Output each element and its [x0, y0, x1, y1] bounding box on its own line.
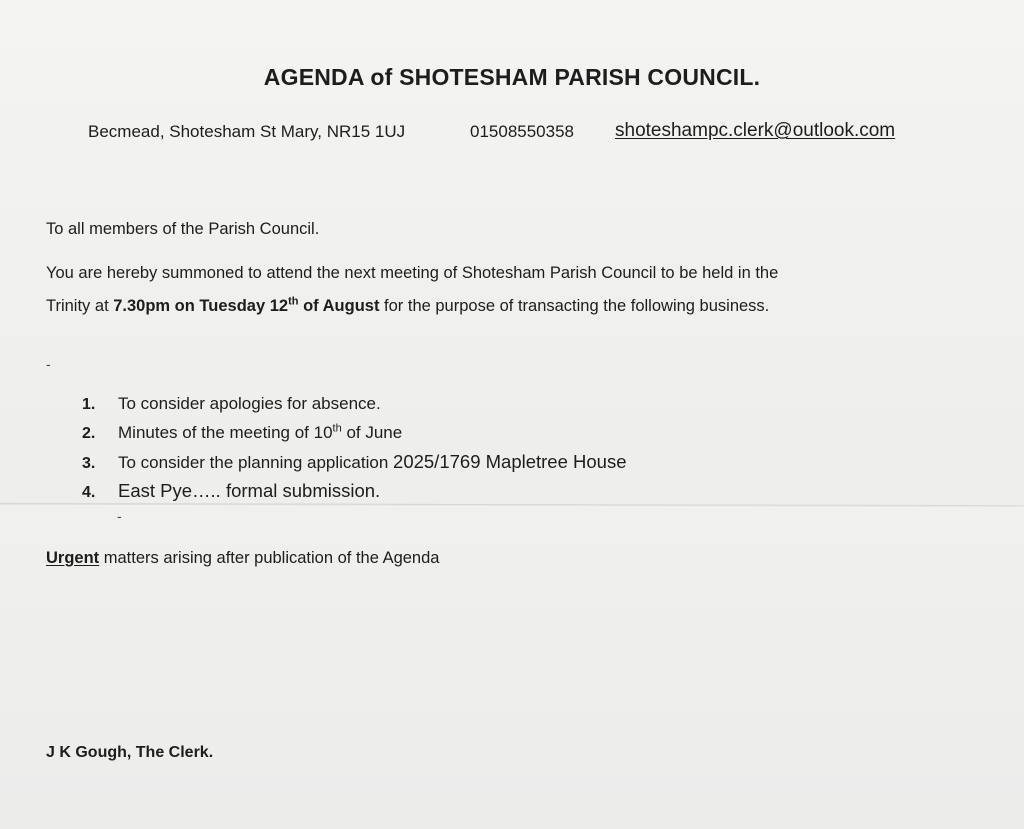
council-email-link[interactable]: shoteshampc.clerk@outlook.com	[615, 120, 896, 141]
meeting-datetime: 7.30pm on Tuesday 12th of August	[113, 295, 380, 315]
agenda-item-1	[82, 394, 627, 423]
agenda-item-text: Minutes of the meeting of 10th of June	[118, 421, 403, 442]
council-phone: 01508550358	[470, 122, 575, 141]
agenda-title: AGENDA of SHOTESHAM PARISH COUNCIL.	[263, 64, 761, 90]
agenda-item-2	[82, 423, 627, 452]
agenda-item-number: 2.	[82, 424, 96, 442]
urgent-matters-text: matters arising after publication of the Agenda	[99, 549, 440, 567]
dash-mark: -	[117, 508, 122, 524]
summons-location: Trinity at	[46, 297, 114, 315]
agenda-item-text: East Pye….. formal submission.	[118, 479, 381, 501]
summons-line-1: You are hereby summoned to attend the next meeting of Shotesham Parish Council to be held in the	[46, 264, 779, 282]
urgent-matters-line	[46, 549, 439, 568]
greeting-line: To all members of the Parish Council.	[46, 220, 320, 238]
summons-line-2	[46, 297, 769, 316]
planning-application-ref: 2025/1769 Mapletree House	[393, 451, 627, 472]
agenda-item-text: To consider apologies for absence.	[118, 394, 381, 413]
council-address: Becmead, Shotesham St Mary, NR15 1UJ	[88, 122, 406, 141]
dash-mark: -	[46, 356, 51, 372]
agenda-item-number: 1.	[82, 396, 96, 413]
urgent-word: Urgent	[46, 549, 100, 567]
agenda-item-number: 3.	[82, 455, 96, 472]
agenda-item-text: To consider the planning application	[118, 453, 394, 472]
summons-purpose: for the purpose of transacting the following business.	[379, 297, 770, 315]
day-ordinal-suffix: th	[288, 295, 299, 308]
agenda-item-number: 4.	[82, 483, 96, 501]
agenda-list	[82, 394, 627, 508]
clerk-signature: J K Gough, The Clerk.	[46, 744, 214, 761]
agenda-item-4	[82, 480, 627, 509]
agenda-item-3	[82, 451, 627, 480]
